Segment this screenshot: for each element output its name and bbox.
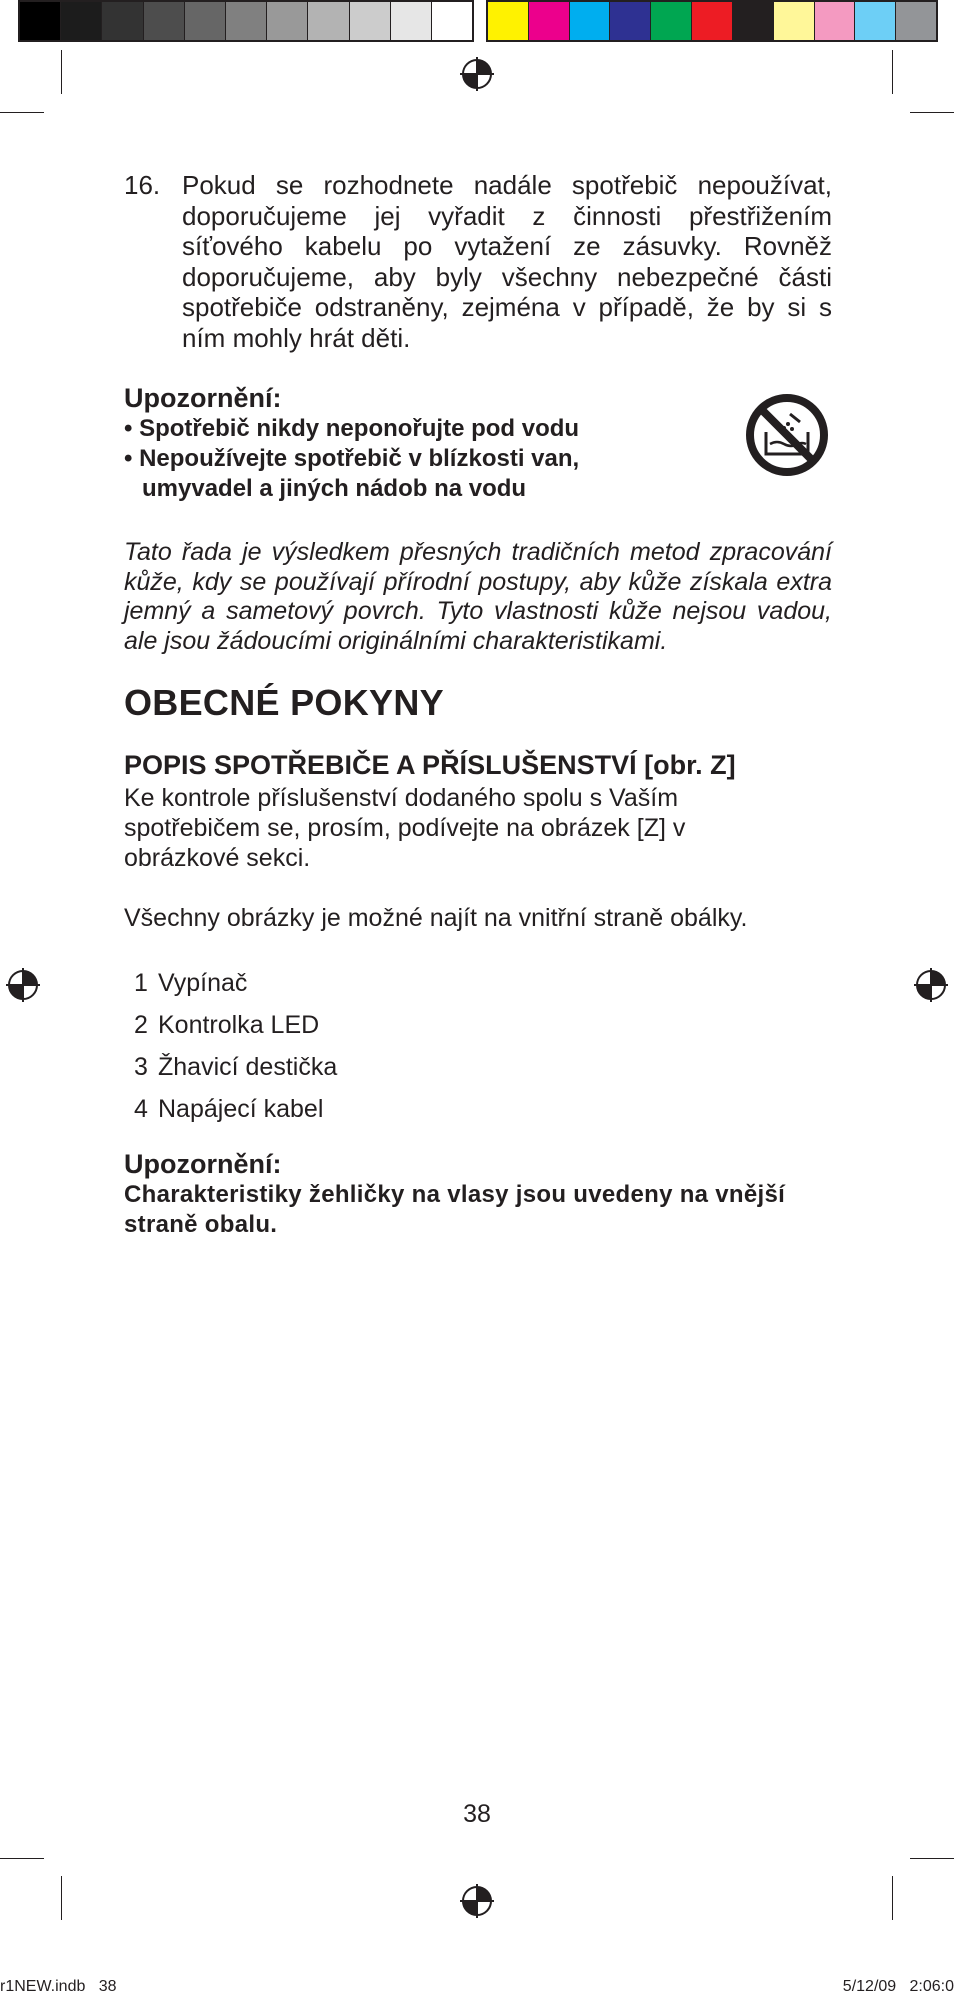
parts-list-container bbox=[124, 962, 832, 1130]
slug-filename: r1NEW.indb 38 bbox=[0, 1978, 117, 1995]
item-16 bbox=[124, 170, 832, 353]
color-swatch bbox=[267, 2, 308, 40]
color-swatch bbox=[774, 2, 815, 40]
color-swatch bbox=[350, 2, 391, 40]
color-swatch bbox=[144, 2, 185, 40]
list-item: 4 Napájecí kabel bbox=[134, 1094, 324, 1123]
subsection bbox=[124, 750, 844, 933]
page-number: 38 bbox=[463, 1800, 491, 1828]
color-swatch bbox=[308, 2, 349, 40]
color-swatch bbox=[20, 2, 61, 40]
warning-bullet: • Spotřebič nikdy neponořujte pod vodu bbox=[124, 415, 580, 442]
registration-target-icon bbox=[460, 1884, 494, 1918]
subsection-title: POPIS SPOTŘEBIČE A PŘÍSLUŠENSTVÍ [obr. Z] bbox=[124, 750, 736, 780]
color-calibration-bar bbox=[486, 0, 938, 42]
color-swatch bbox=[61, 2, 102, 40]
color-swatch bbox=[226, 2, 267, 40]
crop-mark bbox=[0, 1858, 44, 1859]
registration-target-icon bbox=[6, 968, 40, 1002]
color-swatch bbox=[185, 2, 226, 40]
warning-text: Charakteristiky žehličky na vlasy jsou uvedeny na vnější straně obalu. bbox=[124, 1181, 786, 1238]
crop-mark bbox=[910, 112, 954, 113]
registration-target-icon bbox=[460, 57, 494, 91]
color-swatch bbox=[432, 2, 472, 40]
color-swatch bbox=[651, 2, 692, 40]
all-images-text: Všechny obrázky je možné najít na vnitřní straně obálky. bbox=[124, 904, 748, 932]
section-title: OBECNÉ POKYNY bbox=[124, 682, 444, 723]
color-swatch bbox=[896, 2, 936, 40]
list-item: 1 Vypínač bbox=[134, 968, 248, 997]
crop-mark bbox=[910, 1858, 954, 1859]
leather-note-text: Tato řada je výsledkem přesných tradičních metod zpracování kůže, kdy se používají přírodní postupy, aby kůže získala extra jemný a sametový povrch. Tyto vlastnosti kůže nejsou vadou, ale jsou žádoucími originálními charakteristikami. bbox=[124, 538, 832, 655]
no-water-icon bbox=[744, 392, 830, 478]
color-swatch bbox=[570, 2, 611, 40]
crop-mark bbox=[0, 112, 44, 113]
warning-heading: Upozornění: bbox=[124, 383, 282, 413]
color-swatch bbox=[815, 2, 856, 40]
crop-mark bbox=[61, 50, 62, 94]
grayscale-calibration-bar bbox=[18, 0, 474, 42]
color-swatch bbox=[692, 2, 733, 40]
color-swatch bbox=[391, 2, 432, 40]
warning-block-2 bbox=[124, 1148, 804, 1240]
crop-mark bbox=[892, 1876, 893, 1920]
warning-bullet: • Nepoužívejte spotřebič v blízkosti van, umyvadel a jiných nádob na vodu bbox=[124, 445, 580, 502]
color-swatch bbox=[488, 2, 529, 40]
crop-mark bbox=[892, 50, 893, 94]
warning-heading: Upozornění: bbox=[124, 1149, 282, 1179]
leather-note bbox=[124, 538, 832, 656]
item-text: Pokud se rozhodnete nadále spotřebič nepoužívat, doporučujeme jej vyřadit z činnosti přestřižením síťového kabelu po vytažení ze zásuvky. Rovněž doporučujeme, aby byly všechny nebezpečné části spotřebiče odstraněny, zejména v případě, že by si s ním mohly hrát děti. bbox=[182, 170, 832, 353]
color-swatch bbox=[529, 2, 570, 40]
list-item: 2 Kontrolka LED bbox=[134, 1010, 320, 1039]
intro-text: Ke kontrole příslušenství dodaného spolu s Vaším spotřebičem se, prosím, podívejte na obrázek [Z] v obrázkové sekci. bbox=[124, 784, 686, 872]
color-swatch bbox=[102, 2, 143, 40]
list-item: 3 Žhavicí destička bbox=[134, 1052, 338, 1081]
warning-block bbox=[124, 382, 832, 504]
color-swatch bbox=[855, 2, 896, 40]
section-header bbox=[124, 682, 832, 724]
item-number: 16. bbox=[124, 170, 161, 200]
crop-mark bbox=[61, 1876, 62, 1920]
registration-target-icon bbox=[914, 968, 948, 1002]
color-swatch bbox=[733, 2, 774, 40]
parts-list bbox=[124, 962, 832, 1130]
color-swatch bbox=[610, 2, 651, 40]
slug-date: 5/12/09 2:06:0 bbox=[842, 1978, 954, 1995]
